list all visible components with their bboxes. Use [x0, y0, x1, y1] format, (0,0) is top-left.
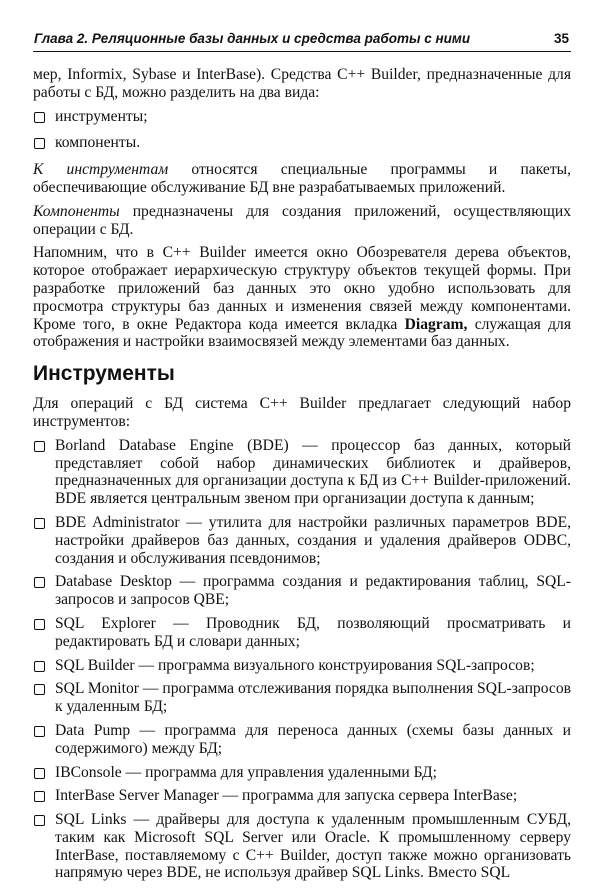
checkbox-bullet-icon [34, 138, 45, 149]
kind-label: компоненты. [55, 134, 141, 152]
tool-text: BDE Administrator — утилита для настройки различных параметров BDE, настройки драйверов баз данных, создания и удаления драйверов ODBC, создания и обслуживания псевдонимов; [55, 513, 571, 567]
kind-item-tools [33, 108, 571, 126]
checkbox-bullet-icon [34, 112, 45, 123]
checkbox-bullet-icon [34, 577, 45, 588]
tool-text: SQL Explorer — Проводник БД, позволяющий просматривать и редактировать БД и словари данных; [55, 614, 571, 650]
tool-text: Borland Database Engine (BDE) — процессор баз данных, который представляет собой набор динамических библиотек и драйверов, предназначенных для организации доступа к БД из C++ Builder-приложений. BDE является центральным звеном при организации доступа к данным; [55, 436, 571, 508]
tool-item [33, 764, 571, 782]
chapter-title: Глава 2. Реляционные базы данных и средства работы с ними [34, 31, 471, 46]
tool-item [33, 615, 571, 651]
checkbox-bullet-icon [34, 791, 45, 802]
term-components: Компоненты [33, 202, 120, 220]
reminder-paragraph [33, 244, 571, 351]
tool-item [33, 657, 571, 675]
term-tools: К инструментам [33, 161, 169, 179]
section-heading: Инструменты [33, 362, 175, 386]
tool-text: Data Pump — программа для переноса данных (схемы базы данных и содержимого) между БД; [55, 721, 571, 757]
tool-item [33, 514, 571, 567]
tool-text: SQL Monitor — программа отслеживания порядка выполнения SQL-запросов к удаленным БД; [55, 680, 571, 716]
kind-label: инструменты; [55, 107, 148, 125]
tool-text: Database Desktop — программа создания и редактирования таблиц, SQL-запросов и запросов QBE; [55, 573, 571, 609]
tools-definition-text: относятся специальные программы и пакеты, обеспечивающие обслуживание БД вне разрабатываемых приложений. [33, 161, 572, 196]
checkbox-bullet-icon [34, 619, 45, 630]
tool-item [33, 811, 571, 882]
checkbox-bullet-icon [34, 815, 45, 826]
running-header [33, 27, 571, 52]
diagram-tab-name: Diagram, [404, 315, 468, 333]
components-definition [33, 203, 571, 239]
tool-item [33, 722, 571, 758]
section-intro: Для операций с БД система C++ Builder предлагает следующий набор инструментов: [33, 395, 571, 430]
tool-item [33, 787, 571, 805]
tool-text: InterBase Server Manager — программа для запуска сервера InterBase; [55, 787, 518, 805]
page-number: 35 [553, 31, 569, 46]
intro-paragraph: мер, Informix, Sybase и InterBase). Средства C++ Builder, предназначенные для работы с БД, можно разделить на два вида: [33, 66, 571, 101]
checkbox-bullet-icon [34, 518, 45, 529]
page-body [33, 66, 571, 888]
checkbox-bullet-icon [34, 726, 45, 737]
tools-definition [33, 161, 571, 197]
kind-item-components [33, 134, 571, 152]
tool-text: IBConsole — программа для управления удаленными БД; [55, 763, 437, 781]
reminder-text-end: служащая для отображения и настройки взаимосвязей между элементами баз данных. [33, 315, 572, 351]
tool-item [33, 573, 571, 609]
tool-item [33, 437, 571, 508]
reminder-text-start: Напомним, что в C++ Builder имеется окно Обозревателя дерева объектов, которое отображает иерархическую структуру объектов текущей формы. При разработке приложений баз данных это окно удобно использовать для просмотра структуры баз данных и изменения связей между компонентами. Кроме того, в окне Редактора кода имеется вкладка [33, 244, 571, 333]
components-definition-text: предназначены для создания приложений, осуществляющих операции с БД. [33, 202, 571, 238]
checkbox-bullet-icon [34, 441, 45, 452]
checkbox-bullet-icon [34, 684, 45, 695]
checkbox-bullet-icon [34, 768, 45, 779]
tool-text: SQL Links — драйверы для доступа к удаленным промышленным СУБД, таким как Microsoft SQL Server или Oracle. К промышленному серверу InterBase, поставляемому с C++ Builder, доступ также можно организовать напрямую через BDE, не используя драйвер SQL Links. Вместо SQL [55, 811, 571, 882]
checkbox-bullet-icon [34, 661, 45, 672]
tool-item [33, 680, 571, 716]
tool-text: SQL Builder — программа визуального конструирования SQL-запросов; [55, 656, 535, 674]
